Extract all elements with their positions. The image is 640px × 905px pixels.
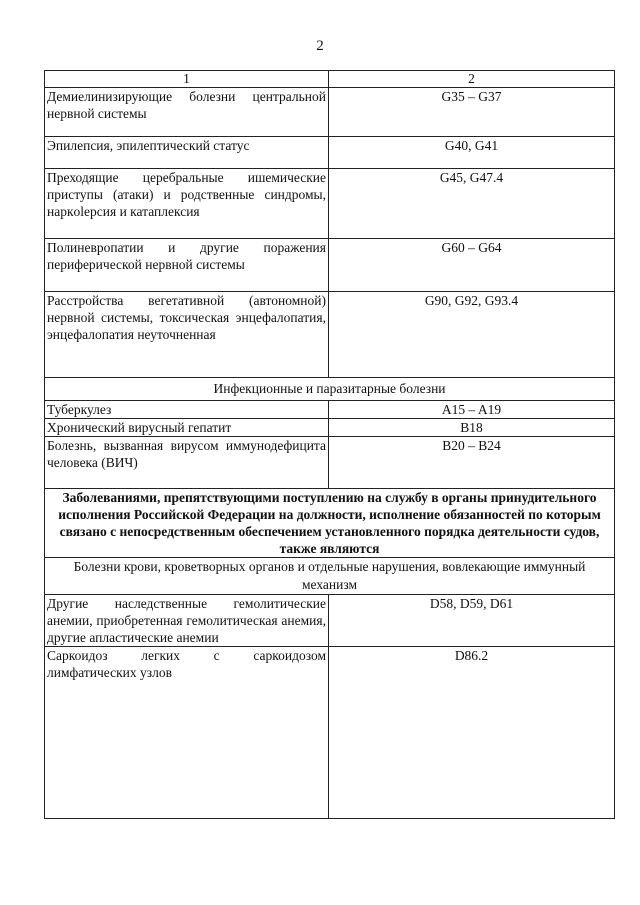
table-row xyxy=(45,401,615,419)
disease-name: Хронический вирусный гепатит xyxy=(45,419,329,437)
table-row xyxy=(45,292,615,378)
section-title: Заболеваниями, препятствующими поступлению на службу в органы принудительного исполнения Российской Федерации на должности, исполнение обязанностей по которым связано с непосредственным обеспечением установленного порядка деятельности судов, также являются xyxy=(45,489,615,558)
table-row xyxy=(45,595,615,647)
table-row xyxy=(45,239,615,292)
icd-code: G40, G41 xyxy=(329,137,615,169)
column-2-header: 2 xyxy=(329,71,615,88)
icd-code: D58, D59, D61 xyxy=(329,595,615,647)
icd-code: G90, G92, G93.4 xyxy=(329,292,615,378)
icd-code: G45, G47.4 xyxy=(329,169,615,239)
section-header-blood xyxy=(45,558,615,595)
icd-code: D86.2 xyxy=(329,647,615,819)
disease-table xyxy=(44,70,615,819)
table-row xyxy=(45,419,615,437)
icd-code: A15 – A19 xyxy=(329,401,615,419)
disease-name: Эпилепсия, эпилептический статус xyxy=(45,137,329,169)
disease-name: Другие наследственные гемолитические анемии, приобретенная гемолитическая анемия, другие апластические анемии xyxy=(45,595,329,647)
section-title: Инфекционные и паразитарные болезни xyxy=(45,378,615,401)
table-header-row xyxy=(45,71,615,88)
table-row xyxy=(45,88,615,137)
disease-name: Саркоидоз легких с саркоидозом лимфатических узлов xyxy=(45,647,329,819)
disease-name: Полиневропатии и другие поражения периферической нервной системы xyxy=(45,239,329,292)
icd-code: B18 xyxy=(329,419,615,437)
table-row xyxy=(45,169,615,239)
section-header-infectious xyxy=(45,378,615,401)
disease-name: Преходящие церебральные ишемические приступы (атаки) и родственные синдромы, наркolepсия и катаплексия xyxy=(45,169,329,239)
icd-code: B20 – B24 xyxy=(329,437,615,489)
section-title: Болезни крови, кроветворных органов и отдельные нарушения, вовлекающие иммунный механизм xyxy=(45,558,615,595)
table-row xyxy=(45,437,615,489)
icd-code: G60 – G64 xyxy=(329,239,615,292)
icd-code: G35 – G37 xyxy=(329,88,615,137)
column-1-header: 1 xyxy=(45,71,329,88)
disease-name: Туберкулез xyxy=(45,401,329,419)
disease-name: Болезнь, вызванная вирусом иммунодефицита человека (ВИЧ) xyxy=(45,437,329,489)
section-header-additional-conditions xyxy=(45,489,615,558)
disease-name: Расстройства вегетативной (автономной) нервной системы, токсическая энцефалопатия, энцефалопатия неуточненная xyxy=(45,292,329,378)
disease-name: Демиелинизирующие болезни центральной нервной системы xyxy=(45,88,329,137)
table-row xyxy=(45,647,615,819)
table-row xyxy=(45,137,615,169)
page-number: 2 xyxy=(316,38,324,54)
